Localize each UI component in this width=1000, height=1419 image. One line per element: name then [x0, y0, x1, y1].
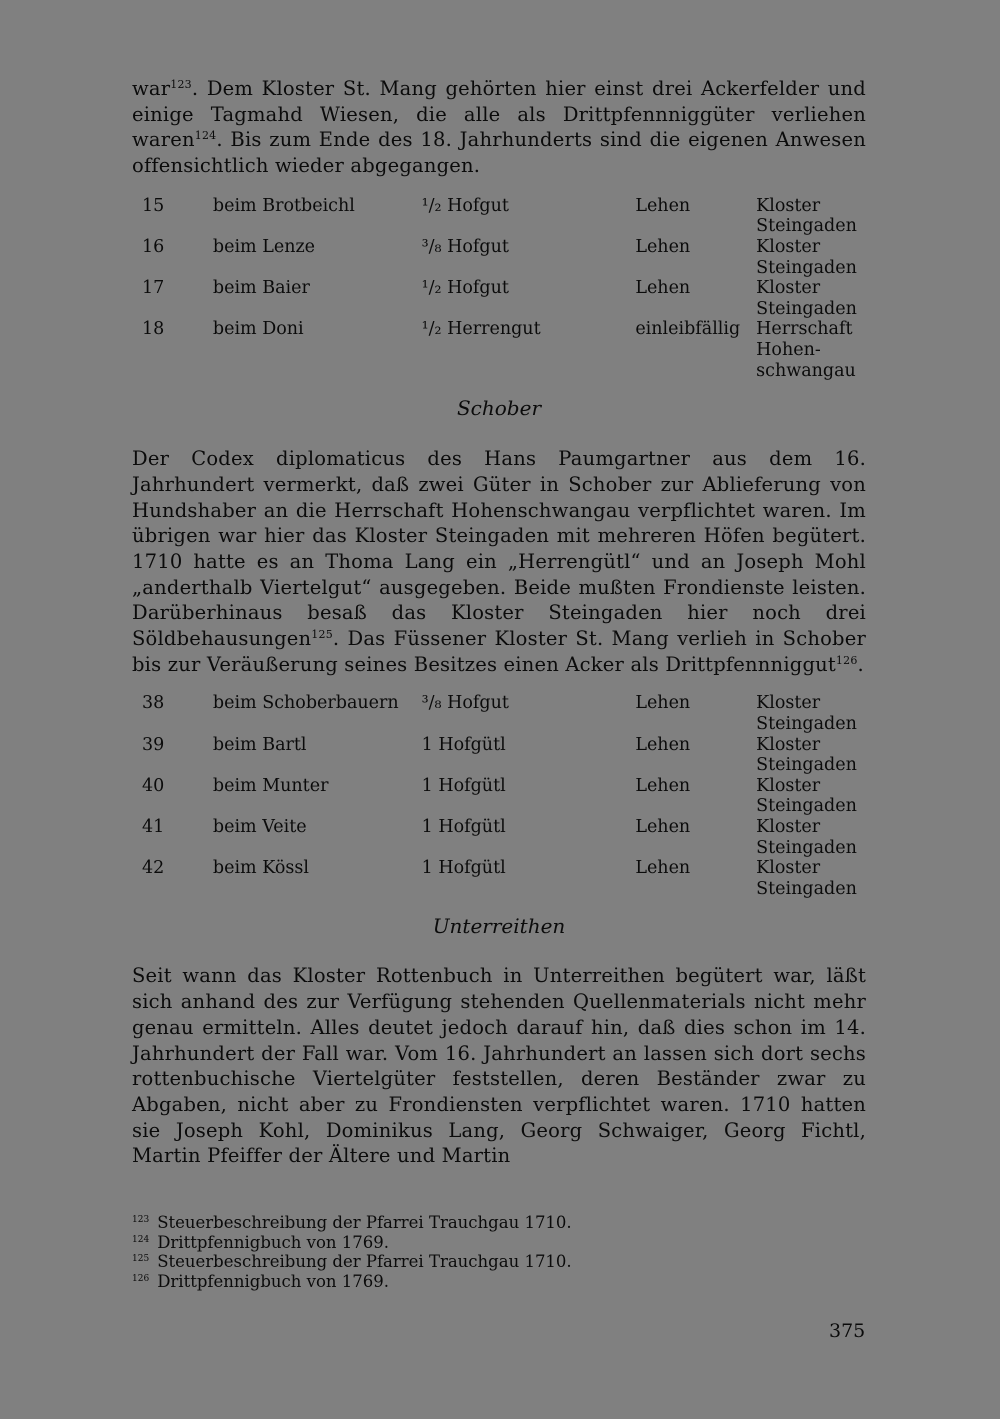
- tenure-type: Lehen: [635, 858, 691, 879]
- row-number: 18: [142, 319, 165, 340]
- owner: [756, 735, 866, 776]
- table-row: [132, 196, 866, 237]
- row-number: 39: [142, 734, 165, 755]
- page-number: 375: [829, 1320, 866, 1342]
- footnote-ref-124: 124: [194, 129, 217, 143]
- row-number: 15: [142, 195, 165, 216]
- footnote: [132, 1272, 866, 1292]
- owner-line: Kloster: [756, 817, 821, 838]
- owner-line: Steingaden: [756, 755, 857, 776]
- owner: [756, 817, 866, 858]
- owner-line: Herrschaft: [756, 319, 853, 340]
- section-heading-unterreithen: Unterreithen: [432, 914, 566, 939]
- tenure-type: Lehen: [635, 734, 691, 755]
- row-number: 42: [142, 858, 165, 879]
- owner-line: Kloster: [756, 693, 821, 714]
- section-heading-schober: Schober: [456, 396, 542, 421]
- farm-size: ³/₈ Hofgut: [421, 693, 509, 714]
- owner-line: Steingaden: [756, 714, 857, 735]
- owner: [756, 278, 866, 319]
- owner-line: Hohen-: [756, 339, 821, 360]
- owner-line: Steingaden: [756, 796, 857, 817]
- footnote: [132, 1233, 866, 1253]
- table-row: [132, 776, 866, 817]
- table-row: [132, 858, 866, 899]
- farm-name: beim Kössl: [212, 858, 309, 879]
- footnote-text: Drittpfennigbuch von 1769.: [157, 1271, 390, 1291]
- row-number: 38: [142, 693, 165, 714]
- farm-name: beim Lenze: [212, 237, 316, 257]
- footnote-ref-123: 123: [170, 78, 192, 91]
- schober-text-3: .: [857, 652, 864, 676]
- tenure-type: Lehen: [635, 693, 691, 714]
- intro-text-3: . Bis zum Ende des 18. Jahrhunderts sind die eigenen Anwesen offensichtlich wieder abgegangen.: [132, 128, 866, 178]
- farm-size: ¹/₂ Hofgut: [421, 195, 509, 216]
- owner-line: Steingaden: [756, 216, 857, 237]
- farm-name: beim Munter: [212, 775, 329, 796]
- schober-paragraph: [132, 446, 866, 677]
- schober-text-1: Der Codex diplomaticus des Hans Paumgartner aus dem 16. Jahrhundert vermerkt, daß zwei Güter in Schober zur Ablieferung von Hundshaber an die Herrschaft Hohenschwangau verpflichtet waren. Im übrigen war hier das Kloster Steingaden mit mehreren Höfen begütert. 1710 hatte es an Thoma Lang ein „Herrengütl“ und an Joseph Mohl „anderthalb Viertelgut“ ausgegeben. Beide mußten Frondienste leisten. Darüberhinaus besaß das Kloster Steingaden hier noch drei Söldbehausungen: [132, 447, 866, 651]
- owner-line: Kloster: [756, 858, 821, 879]
- tenure-type: Lehen: [635, 195, 691, 216]
- intro-text-2: . Dem Kloster St. Mang gehörten hier einst drei Ackerfelder und einige Tagmahd Wiesen, die alle als Drittpfennniggüter verliehen waren: [132, 77, 866, 152]
- owner: [756, 858, 866, 899]
- owner: [756, 196, 866, 237]
- table-row: [132, 693, 866, 734]
- footnote-number: 126: [132, 1273, 150, 1284]
- farm-name: beim Veite: [212, 817, 307, 838]
- farm-size: 1 Hofgütl: [421, 734, 506, 755]
- footnote: [132, 1213, 866, 1233]
- tenure-type: einleibfällig: [635, 319, 741, 340]
- footnote-number: 125: [132, 1254, 150, 1265]
- farm-size: ³/₈ Hofgut: [421, 237, 509, 257]
- footnote-text: Drittpfennigbuch von 1769.: [157, 1232, 390, 1252]
- tenure-type: Lehen: [635, 237, 691, 257]
- intro-paragraph: [132, 76, 866, 179]
- row-number: 40: [142, 775, 165, 796]
- row-number: 16: [142, 237, 165, 257]
- owner-line: Steingaden: [756, 298, 857, 319]
- footnote-ref-125: 125: [311, 628, 333, 642]
- footnote-number: 123: [132, 1215, 150, 1225]
- owner-line: Kloster: [756, 278, 821, 299]
- farm-size: ¹/₂ Hofgut: [421, 278, 509, 299]
- owner-line: Steingaden: [756, 837, 857, 858]
- farm-name: beim Doni: [212, 319, 304, 340]
- farm-name: beim Schoberbauern: [212, 693, 399, 714]
- footnote-ref-126: 126: [835, 653, 858, 667]
- farm-name: beim Bartl: [212, 734, 307, 755]
- unterreithen-paragraph: Seit wann das Kloster Rottenbuch in Unterreithen begütert war, läßt sich anhand des zur Verfügung stehenden Quellenmaterials nicht mehr genau ermitteln. Alles deutet jedoch darauf hin, daß dies schon im 14. Jahrhundert der Fall war. Vom 16. Jahrhundert an lassen sich dort sechs rottenbuchische Viertelgüter feststellen, deren Beständer zwar zu Abgaben, nicht aber zu Frondiensten verpflichtet waren. 1710 hatten sie Joseph Kohl, Dominikus Lang, Georg Schwaiger, Georg Fichtl, Martin Pfeiffer der Ältere und Martin: [132, 964, 866, 1168]
- farm-size: 1 Hofgütl: [421, 858, 506, 879]
- footnotes: [132, 1213, 866, 1291]
- footnote: [132, 1252, 866, 1272]
- owner-line: Steingaden: [756, 257, 857, 278]
- owner: [756, 693, 866, 734]
- table-row: [132, 817, 866, 858]
- schober-text-2: . Das Füssener Kloster St. Mang verlieh in Schober bis zur Veräußerung seines Besitzes einen Acker als Drittpfennniggut: [132, 627, 866, 676]
- owner-line: Kloster: [756, 734, 821, 755]
- holdings-table-1: [132, 196, 866, 381]
- tenure-type: Lehen: [635, 775, 691, 796]
- owner: [756, 776, 866, 817]
- table-row: [132, 319, 866, 381]
- farm-name: beim Brotbeichl: [212, 195, 355, 216]
- holdings-table-2: [132, 693, 866, 899]
- farm-size: 1 Hofgütl: [421, 817, 506, 838]
- intro-text-1: war: [132, 77, 171, 100]
- farm-size: ¹/₂ Herrengut: [421, 319, 541, 340]
- tenure-type: Lehen: [635, 817, 691, 838]
- footnote-number: 124: [132, 1234, 150, 1245]
- footnote-text: Steuerbeschreibung der Pfarrei Trauchgau 1710.: [157, 1252, 572, 1272]
- table-row: [132, 237, 866, 278]
- row-number: 41: [142, 817, 165, 838]
- owner-line: Kloster: [756, 237, 821, 257]
- farm-size: 1 Hofgütl: [421, 775, 506, 796]
- farm-name: beim Baier: [212, 278, 310, 299]
- footnote-text: Steuerbeschreibung der Pfarrei Trauchgau 1710.: [157, 1213, 572, 1232]
- owner-line: schwangau: [756, 360, 856, 381]
- owner-line: Kloster: [756, 775, 821, 796]
- page-body: [132, 76, 866, 1169]
- owner: [756, 319, 866, 381]
- owner: [756, 237, 866, 278]
- table-row: [132, 735, 866, 776]
- owner-line: Steingaden: [756, 878, 857, 899]
- row-number: 17: [142, 278, 165, 299]
- table-row: [132, 278, 866, 319]
- tenure-type: Lehen: [635, 278, 691, 299]
- owner-line: Kloster: [756, 195, 821, 216]
